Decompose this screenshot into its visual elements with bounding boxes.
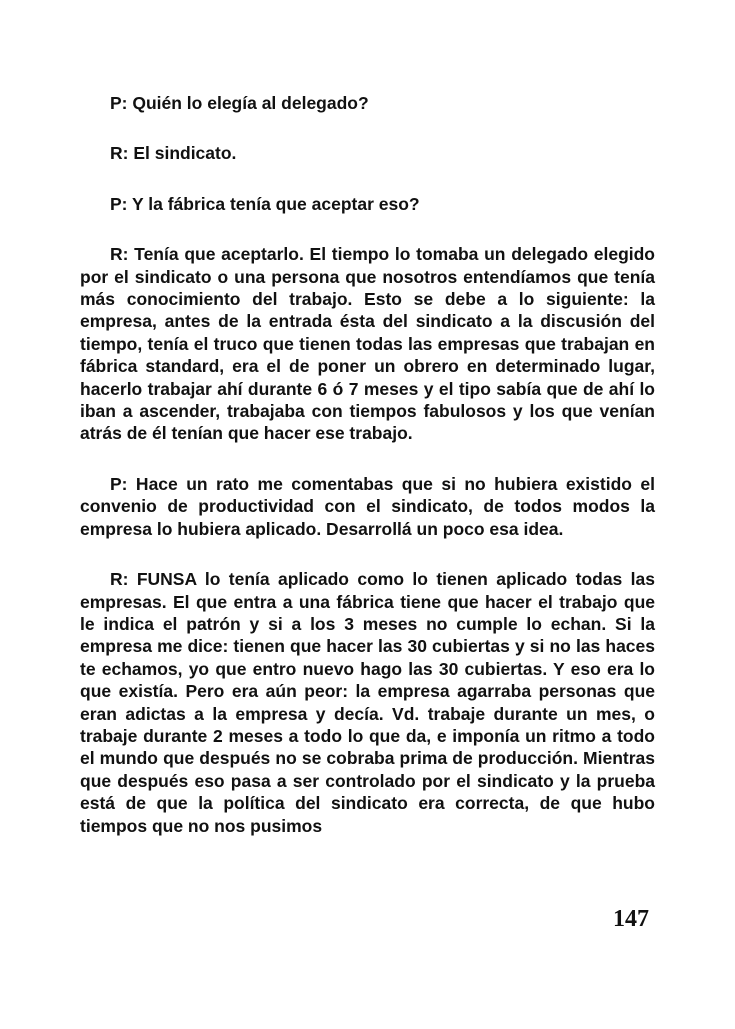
question-paragraph: P: Y la fábrica tenía que aceptar eso? bbox=[110, 193, 420, 214]
answer-paragraph: R: El sindicato. bbox=[110, 143, 237, 164]
answer-paragraph: R: Tenía que aceptarlo. El tiempo lo tomaba un delegado elegido por el sindicato o una persona que nosotros entendíamos que tenía más conocimiento del trabajo. Esto se debe a lo siguiente: la empresa, antes de la entrada ésta del sindicato a la discusión del tiempo, tenía el truco que tienen todas las empresas que trabajan en fábrica standard, era el de poner un obrero en determinado lugar, hacerlo trabajar ahí durante 6 ó 7 meses y el tipo sabía que de ahí lo iban a ascender, trabajaba con tiempos fabulosos y los que venían atrás de él tenían que hacer ese trabajo. bbox=[80, 244, 655, 444]
answer-paragraph: R: FUNSA lo tenía aplicado como lo tienen aplicado todas las empresas. El que entra a una fábrica tiene que hacer el trabajo que le indica el patrón y si a los 3 meses no cumple lo echan. Si la empresa me dice: tienen que hacer las 30 cubiertas y si no las haces te echamos, yo que entro nuevo hago las 30 cubiertas. Y eso era lo que existía. Pero era aún peor: la empresa agarraba personas que eran adictas a la empresa y decía. Vd. trabaje durante un mes, o trabaje durante 2 meses a todo lo que da, e imponía un ritmo a todo el mundo que después no se cobraba prima de producción. Mientras que después eso pasa a ser controlado por el sindicato y la prueba está de que la política del sindicato era correcta, de que hubo tiempos que no nos pusimos bbox=[80, 569, 655, 836]
interview-text bbox=[80, 92, 655, 865]
question-paragraph: P: Hace un rato me comentabas que si no hubiera existido el convenio de productividad con el sindicato, de todos modos la empresa lo hubiera aplicado. Desarrollá un poco esa idea. bbox=[80, 473, 655, 539]
question-paragraph: P: Quién lo elegía al delegado? bbox=[110, 93, 369, 113]
page-number: 147 bbox=[613, 906, 649, 932]
